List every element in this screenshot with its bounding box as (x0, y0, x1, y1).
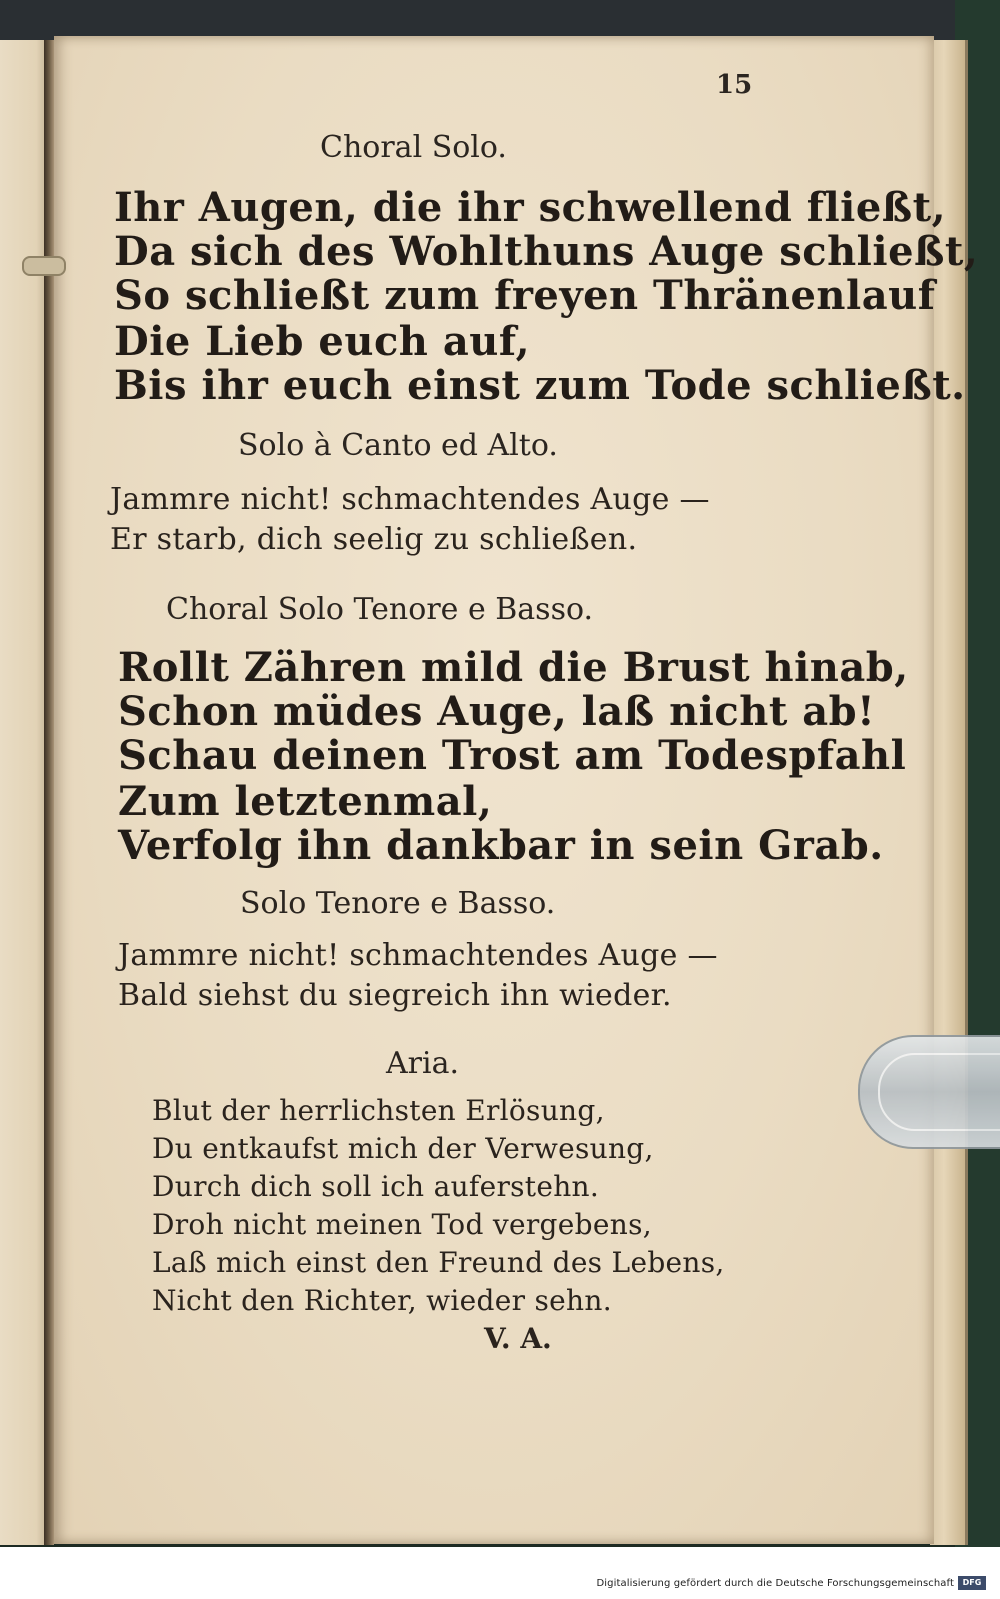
verse-line: Schon müdes Auge, laß nicht ab! (118, 688, 876, 735)
verse-line: Laß mich einst den Freund des Lebens, (152, 1246, 725, 1279)
verse-line: Die Lieb euch auf, (114, 318, 531, 365)
verse-line: Er starb, dich seelig zu schließen. (110, 522, 638, 557)
verse-line: Nicht den Richter, wieder sehn. (152, 1284, 612, 1317)
verse-line: Blut der herrlichsten Erlösung, (152, 1094, 605, 1127)
footer-credit: Digitalisierung gefördert durch die Deutsche Forschungsgemeinschaft (596, 1578, 954, 1589)
section-heading: Solo à Canto ed Alto. (238, 428, 558, 463)
verse-line: Jammre nicht! schmachtendes Auge — (110, 482, 710, 517)
page-clip (858, 1035, 1000, 1149)
verse-line: Zum letztenmal, (118, 778, 493, 825)
verse-line: So schließt zum freyen Thränenlauf (114, 272, 936, 319)
page-clip-highlight (878, 1053, 1000, 1131)
book-page (54, 36, 979, 1544)
section-heading: Aria. (386, 1046, 460, 1081)
dfg-logo: DFG (958, 1576, 986, 1590)
verse-line: Jammre nicht! schmachtendes Auge — (118, 938, 718, 973)
verse-line: Schau deinen Trost am Todespfahl (118, 732, 907, 779)
author-signature: V. A. (484, 1322, 552, 1355)
section-heading: Solo Tenore e Basso. (240, 886, 556, 921)
verse-line: Verfolg ihn dankbar in sein Grab. (118, 822, 884, 869)
verse-line: Droh nicht meinen Tod vergebens, (152, 1208, 652, 1241)
scanner-background-top (0, 0, 1000, 40)
verse-line: Ihr Augen, die ihr schwellend fließt, (114, 184, 947, 231)
verse-line: Durch dich soll ich auferstehn. (152, 1170, 600, 1203)
verse-line: Da sich des Wohlthuns Auge schließt, (114, 228, 979, 275)
verse-line: Bald siehst du siegreich ihn wieder. (118, 978, 672, 1013)
page-number: 15 (716, 70, 753, 100)
section-heading: Choral Solo. (320, 130, 507, 165)
verse-line: Rollt Zähren mild die Brust hinab, (118, 644, 909, 691)
verse-line: Du entkaufst mich der Verwesung, (152, 1132, 654, 1165)
footer-bar (0, 1547, 1000, 1599)
section-heading: Choral Solo Tenore e Basso. (166, 592, 594, 627)
binding-thread (22, 256, 66, 276)
verse-line: Bis ihr euch einst zum Tode schließt. (114, 362, 966, 409)
